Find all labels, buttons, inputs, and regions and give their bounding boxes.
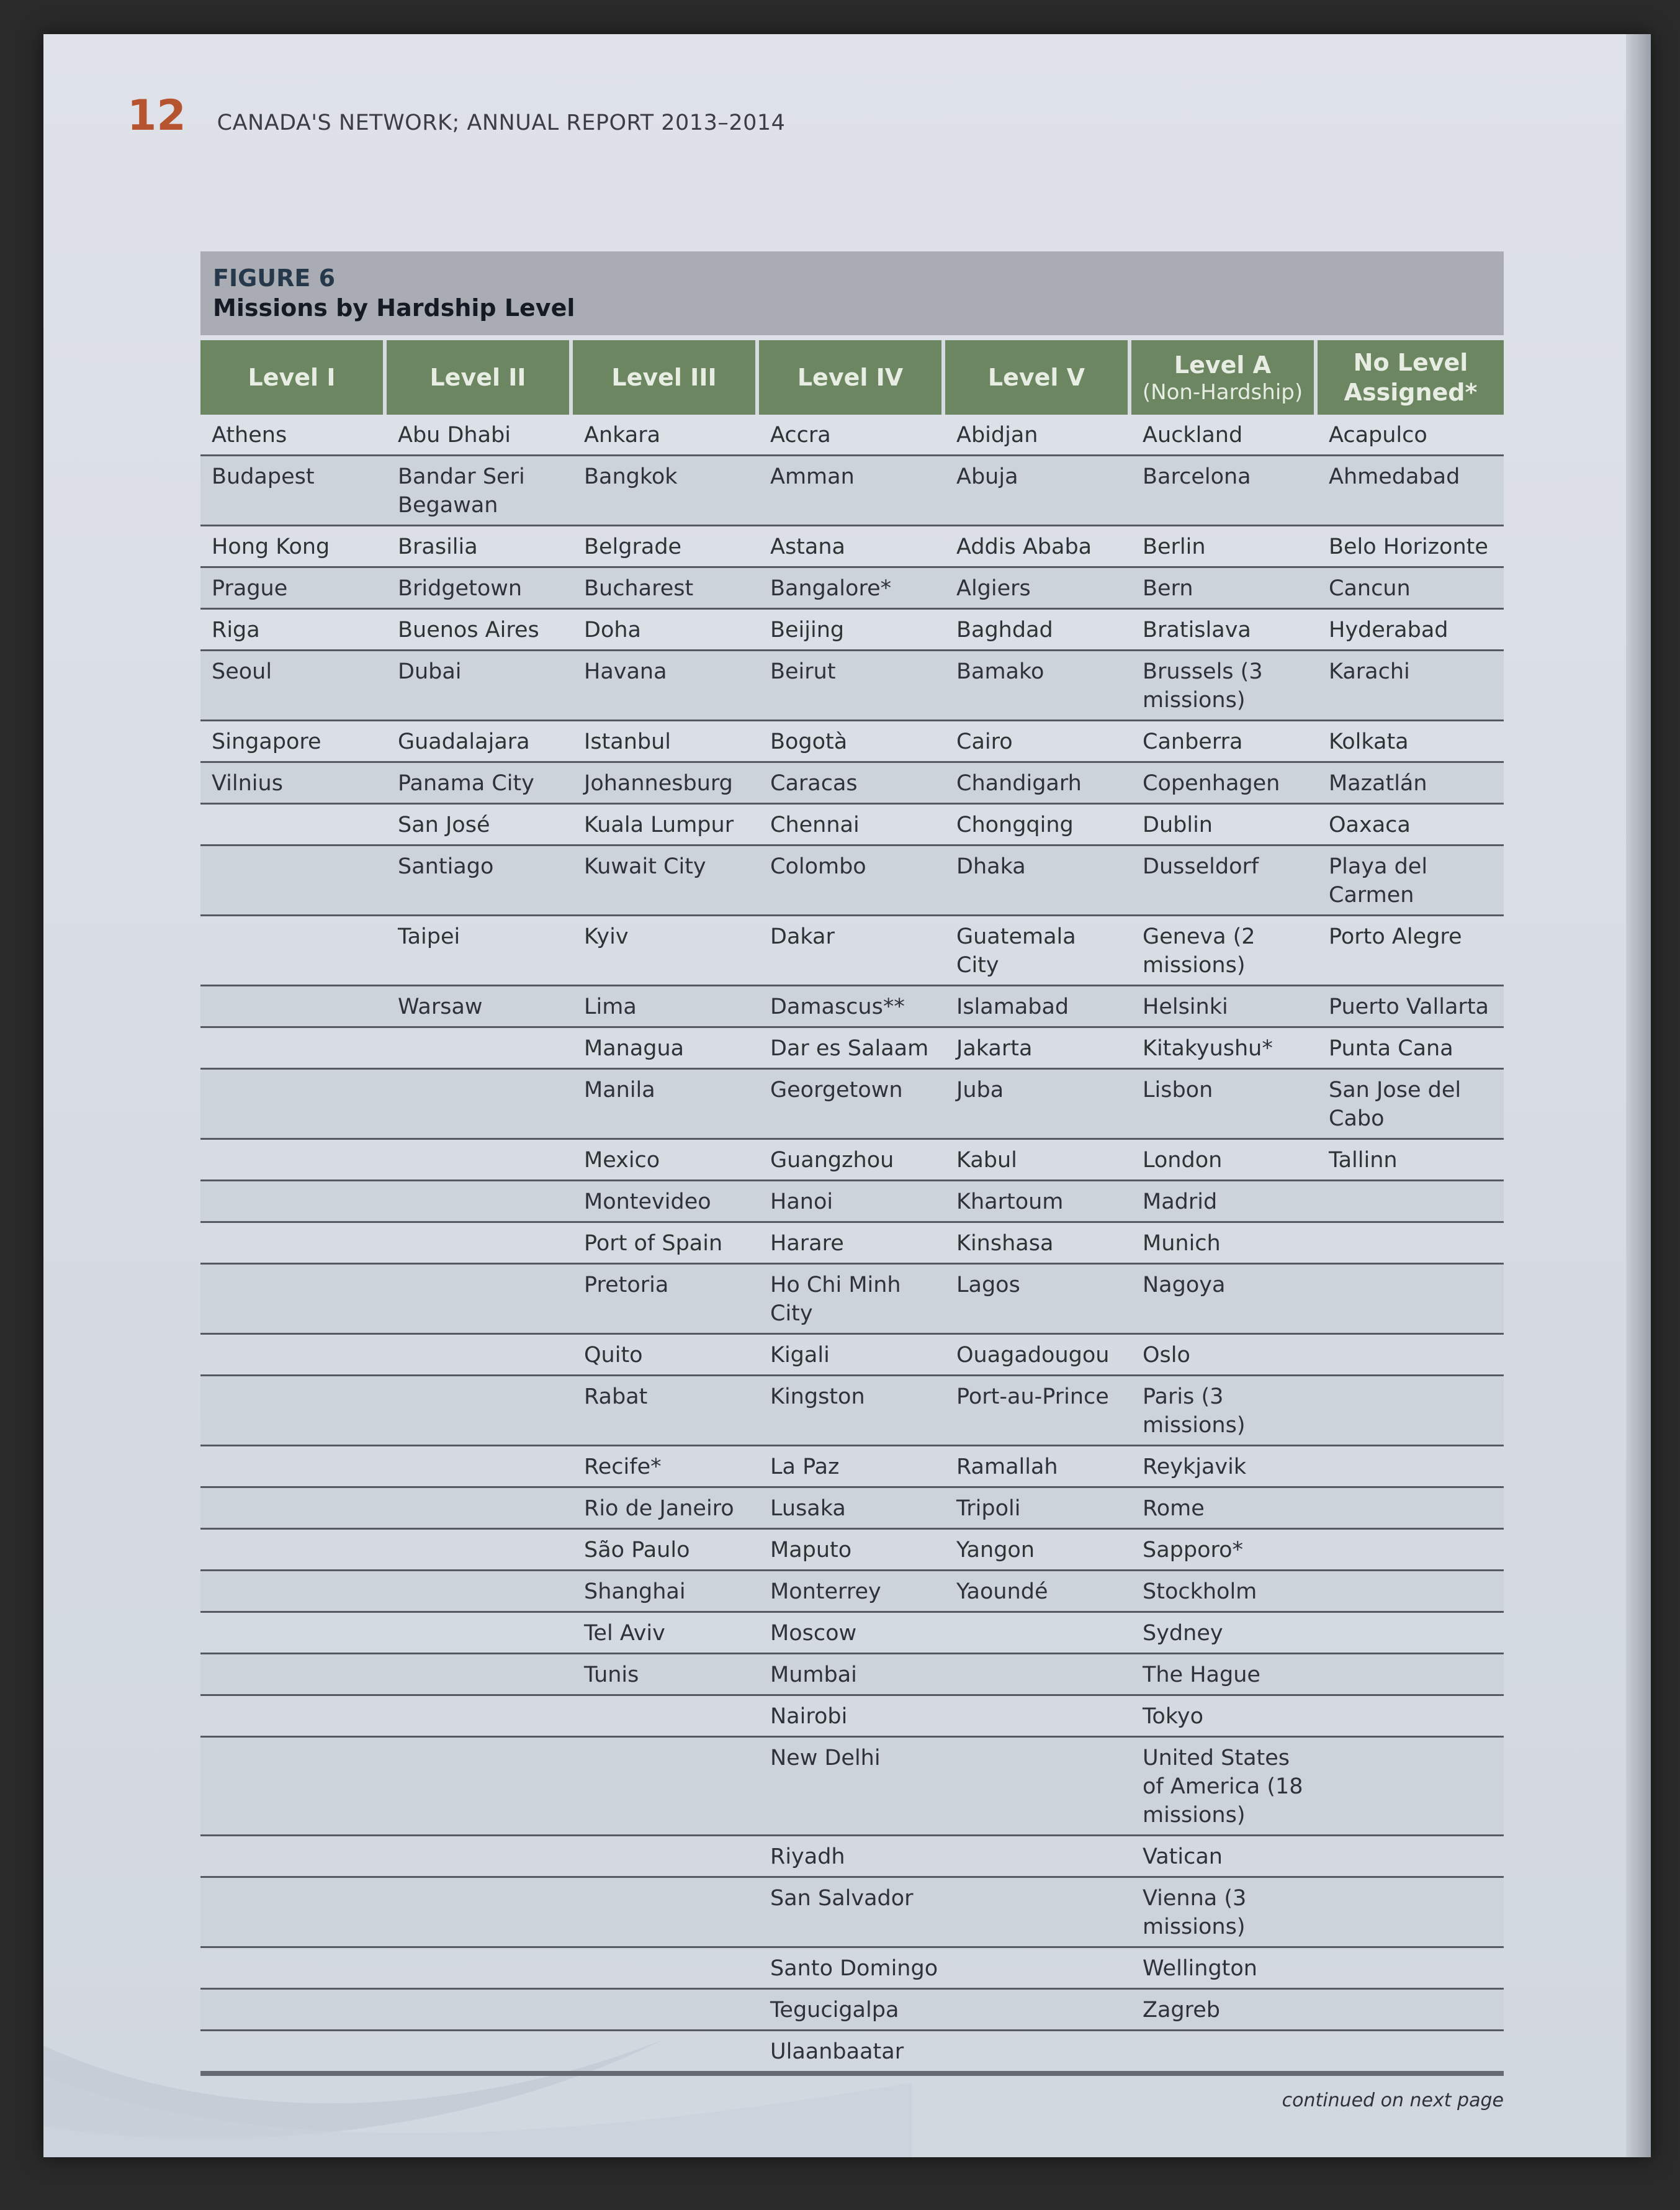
table-cell: Maputo [759, 1530, 945, 1571]
table-cell: Dusseldorf [1131, 846, 1318, 916]
table-cell [945, 1738, 1131, 1836]
column-header [1131, 340, 1318, 415]
table-cell: Guatemala City [945, 916, 1131, 986]
table-cell: Santiago [387, 846, 573, 916]
table-cell: Tunis [573, 1654, 759, 1696]
table-cell: Managua [573, 1028, 759, 1070]
table-cell: Santo Domingo [759, 1948, 945, 1990]
table-cell [200, 1878, 387, 1948]
table-cell: Yangon [945, 1530, 1131, 1571]
table-row [200, 986, 1504, 1028]
table-cell [945, 1948, 1131, 1990]
table-cell [387, 1738, 573, 1836]
table-cell [200, 1571, 387, 1613]
table-cell [945, 2031, 1131, 2076]
table-cell: Porto Alegre [1318, 916, 1504, 986]
table-row [200, 805, 1504, 846]
table-cell [1318, 1654, 1504, 1696]
table-row [200, 1878, 1504, 1948]
table-cell: Belo Horizonte [1318, 526, 1504, 568]
table-cell: Panama City [387, 763, 573, 805]
table-cell: Belgrade [573, 526, 759, 568]
table-cell: Wellington [1131, 1948, 1318, 1990]
continued-note: continued on next page [1282, 2090, 1504, 2111]
table-cell [200, 1376, 387, 1446]
table-cell: Abu Dhabi [387, 415, 573, 456]
table-cell [387, 1948, 573, 1990]
table-cell [387, 2031, 573, 2076]
table-cell [200, 846, 387, 916]
table-cell: Singapore [200, 721, 387, 763]
table-cell: Vatican [1131, 1836, 1318, 1878]
table-cell: Bangkok [573, 456, 759, 526]
table-cell: Tripoli [945, 1488, 1131, 1530]
table-row [200, 1836, 1504, 1878]
table-cell [1318, 1265, 1504, 1335]
table-row [200, 1140, 1504, 1181]
table-cell: Buenos Aires [387, 610, 573, 651]
column-header-label: Level I [248, 364, 336, 391]
table-cell [1318, 1446, 1504, 1488]
column-header-label: Level A [1174, 351, 1272, 379]
table-cell: Beijing [759, 610, 945, 651]
table-cell [200, 1990, 387, 2031]
table-cell: Tokyo [1131, 1696, 1318, 1738]
table-cell: Mexico [573, 1140, 759, 1181]
table-cell [1318, 1223, 1504, 1265]
table-cell: Mumbai [759, 1654, 945, 1696]
table-cell: Abuja [945, 456, 1131, 526]
column-header [200, 340, 387, 415]
table-cell: Seoul [200, 651, 387, 721]
table-cell: Tel Aviv [573, 1613, 759, 1654]
table-cell: Caracas [759, 763, 945, 805]
table-cell [1318, 1836, 1504, 1878]
table-cell [1131, 2031, 1318, 2076]
table-cell [387, 1335, 573, 1376]
page-number: 12 [127, 91, 186, 140]
table-cell: Copenhagen [1131, 763, 1318, 805]
report-page [43, 34, 1651, 2157]
table-cell: Kuwait City [573, 846, 759, 916]
table-cell: Kyiv [573, 916, 759, 986]
table-cell [200, 1028, 387, 1070]
table-cell: Riyadh [759, 1836, 945, 1878]
table-row [200, 568, 1504, 610]
table-cell [1318, 1530, 1504, 1571]
column-header-sublabel: (Non-Hardship) [1142, 380, 1303, 405]
table-cell: Reykjavik [1131, 1446, 1318, 1488]
table-cell: Sydney [1131, 1613, 1318, 1654]
table-cell: Kolkata [1318, 721, 1504, 763]
column-header [759, 340, 945, 415]
table-row [200, 1223, 1504, 1265]
table-cell: Hanoi [759, 1181, 945, 1223]
table-cell: Oslo [1131, 1335, 1318, 1376]
table-row [200, 1990, 1504, 2031]
table-cell: Khartoum [945, 1181, 1131, 1223]
page-edge [1626, 34, 1651, 2157]
table-cell: Port-au-Prince [945, 1376, 1131, 1446]
table-cell [387, 1265, 573, 1335]
table-cell: Berlin [1131, 526, 1318, 568]
table-cell [573, 2031, 759, 2076]
table-cell: Pretoria [573, 1265, 759, 1335]
table-row [200, 721, 1504, 763]
table-cell [200, 1654, 387, 1696]
table-cell: Canberra [1131, 721, 1318, 763]
table-cell: Helsinki [1131, 986, 1318, 1028]
table-cell [945, 1878, 1131, 1948]
table-row [200, 2031, 1504, 2076]
table-row [200, 1181, 1504, 1223]
table-cell: Hyderabad [1318, 610, 1504, 651]
table-cell [387, 1836, 573, 1878]
table-cell: Dubai [387, 651, 573, 721]
table-cell: Barcelona [1131, 456, 1318, 526]
table-cell: Sapporo* [1131, 1530, 1318, 1571]
table-cell [200, 1070, 387, 1140]
table-cell: Oaxaca [1318, 805, 1504, 846]
table-cell [1318, 1990, 1504, 2031]
table-row [200, 1376, 1504, 1446]
table-cell: Dakar [759, 916, 945, 986]
table-cell: Beirut [759, 651, 945, 721]
table-cell [387, 1181, 573, 1223]
table-row [200, 1696, 1504, 1738]
table-cell: Acapulco [1318, 415, 1504, 456]
table-cell [200, 1335, 387, 1376]
page-header [127, 91, 785, 140]
table-cell: Karachi [1318, 651, 1504, 721]
table-cell [387, 1654, 573, 1696]
table-cell: Bogotà [759, 721, 945, 763]
table-cell: Auckland [1131, 415, 1318, 456]
table-cell: Kabul [945, 1140, 1131, 1181]
table-cell: Harare [759, 1223, 945, 1265]
table-cell: Geneva (2 missions) [1131, 916, 1318, 986]
missions-table [200, 340, 1504, 2076]
column-header-label: Level III [611, 364, 717, 391]
table-cell: Jakarta [945, 1028, 1131, 1070]
table-cell: Vienna (3 missions) [1131, 1878, 1318, 1948]
table-cell: Tegucigalpa [759, 1990, 945, 2031]
table-cell [1318, 1571, 1504, 1613]
table-cell: Port of Spain [573, 1223, 759, 1265]
column-header [1318, 340, 1504, 415]
table-cell [1318, 1696, 1504, 1738]
table-cell: Guadalajara [387, 721, 573, 763]
table-cell [387, 1376, 573, 1446]
figure-label: FIGURE 6 [213, 264, 336, 292]
table-cell: Paris (3 missions) [1131, 1376, 1318, 1446]
table-cell: Monterrey [759, 1571, 945, 1613]
table-cell: London [1131, 1140, 1318, 1181]
table-cell: Lisbon [1131, 1070, 1318, 1140]
table-cell [387, 1028, 573, 1070]
table-cell: Chongqing [945, 805, 1131, 846]
table-cell: Recife* [573, 1446, 759, 1488]
table-row [200, 1446, 1504, 1488]
table-cell: Accra [759, 415, 945, 456]
table-row [200, 1488, 1504, 1530]
table-body [200, 415, 1504, 2076]
table-cell [200, 1696, 387, 1738]
table-cell [573, 1696, 759, 1738]
table-cell [1318, 1488, 1504, 1530]
table-row [200, 1613, 1504, 1654]
table-cell: Ulaanbaatar [759, 2031, 945, 2076]
table-cell [1318, 1878, 1504, 1948]
table-cell: Algiers [945, 568, 1131, 610]
table-cell: Cairo [945, 721, 1131, 763]
table-cell [945, 1990, 1131, 2031]
table-cell: Taipei [387, 916, 573, 986]
table-row [200, 763, 1504, 805]
table-cell: Prague [200, 568, 387, 610]
table-cell: Bangalore* [759, 568, 945, 610]
table-cell: Budapest [200, 456, 387, 526]
table-cell: La Paz [759, 1446, 945, 1488]
table-cell [1318, 1738, 1504, 1836]
table-row [200, 1571, 1504, 1613]
column-header-label: Level II [429, 364, 526, 391]
table-cell [387, 1530, 573, 1571]
column-header [573, 340, 759, 415]
table-cell: Vilnius [200, 763, 387, 805]
table-cell [573, 1738, 759, 1836]
table-cell [200, 1181, 387, 1223]
table-cell: Chennai [759, 805, 945, 846]
table-row [200, 1335, 1504, 1376]
table-cell: San Jose del Cabo [1318, 1070, 1504, 1140]
table-cell: San Salvador [759, 1878, 945, 1948]
table-cell [200, 1446, 387, 1488]
table-cell: Kuala Lumpur [573, 805, 759, 846]
table-cell: Hong Kong [200, 526, 387, 568]
table-cell: Istanbul [573, 721, 759, 763]
column-header-label: No Level Assigned* [1344, 349, 1478, 406]
table-cell [200, 1738, 387, 1836]
table-cell: Brussels (3 missions) [1131, 651, 1318, 721]
table-cell: Nairobi [759, 1696, 945, 1738]
table-row [200, 651, 1504, 721]
table-cell: Kingston [759, 1376, 945, 1446]
table-cell: Yaoundé [945, 1571, 1131, 1613]
table-cell: Lagos [945, 1265, 1131, 1335]
figure [200, 251, 1504, 2111]
table-cell [573, 1990, 759, 2031]
table-cell [200, 1140, 387, 1181]
table-cell [387, 1488, 573, 1530]
table-cell [200, 2031, 387, 2076]
table-cell: Georgetown [759, 1070, 945, 1140]
table-cell [200, 1530, 387, 1571]
table-cell: Kitakyushu* [1131, 1028, 1318, 1070]
table-cell [573, 1836, 759, 1878]
table-cell: Dublin [1131, 805, 1318, 846]
table-cell [387, 1070, 573, 1140]
column-header-label: Level IV [797, 364, 904, 391]
table-cell: Bridgetown [387, 568, 573, 610]
table-cell [200, 1265, 387, 1335]
table-cell: Bamako [945, 651, 1131, 721]
table-cell: Moscow [759, 1613, 945, 1654]
table-cell: Kinshasa [945, 1223, 1131, 1265]
table-row [200, 526, 1504, 568]
report-title: CANADA'S NETWORK; ANNUAL REPORT 2013–2014 [217, 110, 786, 135]
table-cell: Mazatlán [1318, 763, 1504, 805]
table-cell: São Paulo [573, 1530, 759, 1571]
table-cell: New Delhi [759, 1738, 945, 1836]
table-cell: Rio de Janeiro [573, 1488, 759, 1530]
table-cell [200, 1948, 387, 1990]
table-row [200, 1070, 1504, 1140]
table-cell: Ramallah [945, 1446, 1131, 1488]
table-cell: Nagoya [1131, 1265, 1318, 1335]
table-cell: Ouagadougou [945, 1335, 1131, 1376]
table-cell [1318, 1335, 1504, 1376]
table-cell [1318, 1181, 1504, 1223]
table-cell: Bandar Seri Begawan [387, 456, 573, 526]
table-cell [387, 1571, 573, 1613]
table-cell: Addis Ababa [945, 526, 1131, 568]
table-cell [945, 1613, 1131, 1654]
table-cell: Astana [759, 526, 945, 568]
table-cell: Ahmedabad [1318, 456, 1504, 526]
table-cell: Bucharest [573, 568, 759, 610]
table-cell: Riga [200, 610, 387, 651]
table-cell: Quito [573, 1335, 759, 1376]
table-cell: Brasilia [387, 526, 573, 568]
table-cell [387, 1990, 573, 2031]
table-cell: Manila [573, 1070, 759, 1140]
table-cell [200, 805, 387, 846]
table-cell [573, 1878, 759, 1948]
table-cell [200, 1613, 387, 1654]
table-cell: Islamabad [945, 986, 1131, 1028]
table-cell: United States of America (18 missions) [1131, 1738, 1318, 1836]
table-cell: Dar es Salaam [759, 1028, 945, 1070]
table-cell: Madrid [1131, 1181, 1318, 1223]
table-cell [1318, 1948, 1504, 1990]
table-cell: Guangzhou [759, 1140, 945, 1181]
table-cell [945, 1654, 1131, 1696]
table-row [200, 846, 1504, 916]
table-cell: Tallinn [1318, 1140, 1504, 1181]
table-cell: San José [387, 805, 573, 846]
table-cell: Playa del Carmen [1318, 846, 1504, 916]
table-cell: Damascus** [759, 986, 945, 1028]
table-cell: Bratislava [1131, 610, 1318, 651]
table-cell: Lusaka [759, 1488, 945, 1530]
table-cell [387, 1613, 573, 1654]
table-cell: Abidjan [945, 415, 1131, 456]
table-cell [387, 1223, 573, 1265]
table-cell: Punta Cana [1318, 1028, 1504, 1070]
table-cell: Havana [573, 651, 759, 721]
table-cell: Baghdad [945, 610, 1131, 651]
table-cell [1318, 1376, 1504, 1446]
table-cell: Bern [1131, 568, 1318, 610]
table-row [200, 1654, 1504, 1696]
table-cell: The Hague [1131, 1654, 1318, 1696]
table-row [200, 456, 1504, 526]
table-header-row [200, 340, 1504, 415]
table-row [200, 1028, 1504, 1070]
table-cell: Juba [945, 1070, 1131, 1140]
table-cell [200, 1223, 387, 1265]
table-cell [387, 1878, 573, 1948]
table-cell [1318, 1613, 1504, 1654]
table-cell [945, 1696, 1131, 1738]
table-cell [387, 1446, 573, 1488]
table-cell: Ankara [573, 415, 759, 456]
table-cell: Stockholm [1131, 1571, 1318, 1613]
table-cell: Warsaw [387, 986, 573, 1028]
table-cell: Colombo [759, 846, 945, 916]
table-cell [1318, 2031, 1504, 2076]
table-cell [200, 986, 387, 1028]
table-cell [387, 1140, 573, 1181]
table-row [200, 1738, 1504, 1836]
table-cell: Ho Chi Minh City [759, 1265, 945, 1335]
table-cell: Rabat [573, 1376, 759, 1446]
table-cell: Kigali [759, 1335, 945, 1376]
table-cell [200, 1488, 387, 1530]
table-cell [200, 916, 387, 986]
table-cell: Lima [573, 986, 759, 1028]
column-header-label: Level V [987, 364, 1085, 391]
table-row [200, 916, 1504, 986]
table-cell: Munich [1131, 1223, 1318, 1265]
table-cell: Dhaka [945, 846, 1131, 916]
table-cell: Chandigarh [945, 763, 1131, 805]
table-cell [387, 1696, 573, 1738]
table-row [200, 415, 1504, 456]
table-cell: Athens [200, 415, 387, 456]
table-row [200, 610, 1504, 651]
table-cell [945, 1836, 1131, 1878]
table-cell: Montevideo [573, 1181, 759, 1223]
column-header [387, 340, 573, 415]
table-cell [573, 1948, 759, 1990]
figure-header [200, 251, 1504, 335]
table-cell: Puerto Vallarta [1318, 986, 1504, 1028]
table-cell: Amman [759, 456, 945, 526]
table-cell: Zagreb [1131, 1990, 1318, 2031]
table-cell: Shanghai [573, 1571, 759, 1613]
table-cell: Cancun [1318, 568, 1504, 610]
column-header [945, 340, 1131, 415]
table-cell: Johannesburg [573, 763, 759, 805]
table-cell [200, 1836, 387, 1878]
figure-title: Missions by Hardship Level [213, 294, 575, 322]
table-row [200, 1530, 1504, 1571]
table-row [200, 1948, 1504, 1990]
table-cell: Rome [1131, 1488, 1318, 1530]
table-cell: Doha [573, 610, 759, 651]
table-row [200, 1265, 1504, 1335]
